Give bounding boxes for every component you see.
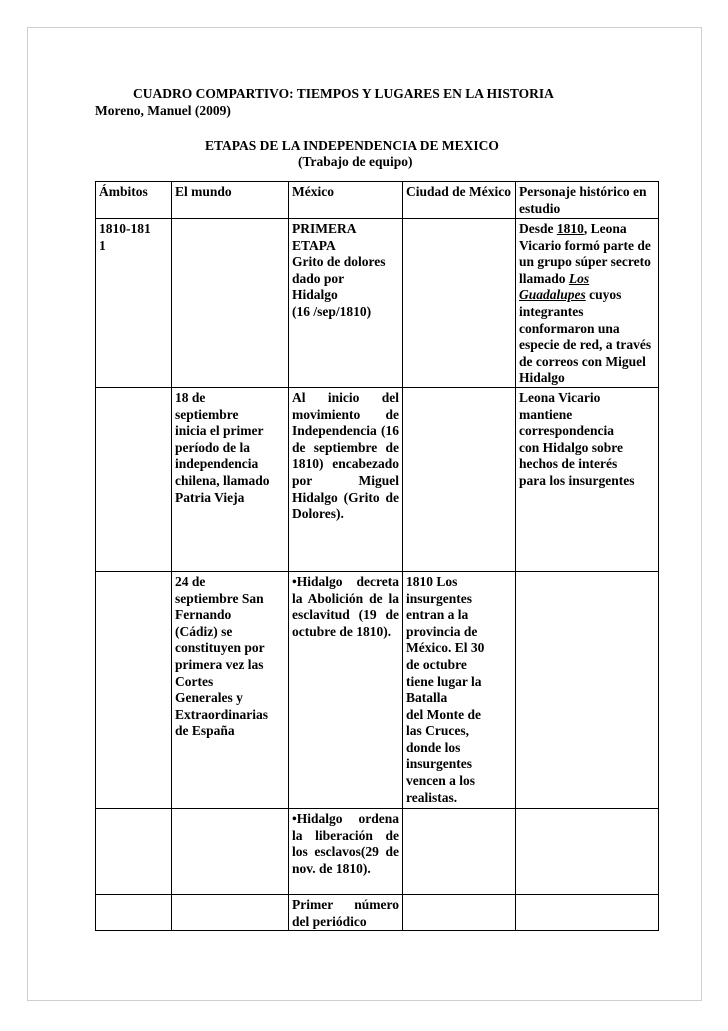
cell-personaje bbox=[516, 571, 659, 808]
table-header-row bbox=[96, 182, 659, 219]
cell-ambitos bbox=[96, 894, 172, 930]
cell-ciudad bbox=[403, 808, 516, 894]
personaje-group-name: Los Guadalupes bbox=[519, 270, 590, 303]
personaje-text-mid: , Leona Vicario formó parte de un grupo súper secreto llamado bbox=[519, 221, 651, 286]
cell-ambitos bbox=[96, 571, 172, 808]
cell-line: insurgentes bbox=[406, 756, 473, 772]
cell-line: 18 de bbox=[175, 389, 206, 405]
cell-line: 1810-181 bbox=[99, 221, 151, 236]
cell-line: independencia bbox=[175, 456, 259, 472]
cell-personaje bbox=[516, 219, 659, 388]
header-mexico: México bbox=[289, 182, 403, 219]
header-ambitos: Ámbitos bbox=[96, 182, 172, 219]
cell-line: tiene lugar la bbox=[406, 673, 482, 689]
cell-personaje bbox=[516, 387, 659, 571]
document-subtitle-note: (Trabajo de equipo) bbox=[298, 154, 413, 169]
cell-ambitos bbox=[96, 219, 172, 388]
cell-ambitos bbox=[96, 808, 172, 894]
cell-line: ETAPA bbox=[292, 237, 336, 253]
cell-ciudad bbox=[403, 387, 516, 571]
header-personaje: Personaje histórico en estudio bbox=[516, 182, 659, 219]
cell-mexico: •Hidalgo decreta la Abolición de la esclavitud (19 de octubre de 1810). bbox=[289, 571, 403, 808]
table-row bbox=[96, 387, 659, 571]
cell-line: Generales y bbox=[175, 690, 243, 706]
cell-line: vencen a los bbox=[406, 773, 475, 789]
cell-mundo bbox=[172, 387, 289, 571]
header-mundo: El mundo bbox=[172, 182, 289, 219]
cell-line: Grito de dolores bbox=[292, 254, 386, 270]
personaje-year: 1810 bbox=[556, 221, 584, 236]
cell-line: Fernando bbox=[175, 607, 232, 623]
cell-line: período de la bbox=[175, 439, 251, 455]
cell-line: primera vez las bbox=[175, 656, 264, 672]
cell-line: de España bbox=[175, 723, 235, 739]
cell-line: mantiene bbox=[519, 406, 573, 422]
cell-mundo bbox=[172, 808, 289, 894]
cell-line: PRIMERA bbox=[292, 221, 357, 236]
cell-ciudad bbox=[403, 219, 516, 388]
cell-mundo bbox=[172, 219, 289, 388]
cell-line: Leona Vicario bbox=[519, 389, 601, 405]
cell-mexico: Primer número del periódico bbox=[289, 894, 403, 930]
cell-ciudad bbox=[403, 894, 516, 930]
cell-personaje bbox=[516, 894, 659, 930]
cell-line: Cortes bbox=[175, 673, 214, 689]
table-row bbox=[96, 808, 659, 894]
cell-line: entran a la bbox=[406, 607, 469, 623]
cell-line: las Cruces, bbox=[406, 723, 469, 739]
cell-line: septiembre bbox=[175, 406, 239, 422]
cell-line: de octubre bbox=[406, 656, 467, 672]
cell-line: 24 de bbox=[175, 573, 206, 589]
personaje-text-prefix: Desde bbox=[519, 221, 557, 236]
document-author: Moreno, Manuel (2009) bbox=[95, 103, 231, 118]
cell-mundo bbox=[172, 894, 289, 930]
cell-line: inicia el primer bbox=[175, 423, 264, 439]
cell-personaje bbox=[516, 808, 659, 894]
table-row bbox=[96, 894, 659, 930]
cell-line: con Hidalgo sobre bbox=[519, 439, 624, 455]
cell-line: insurgentes bbox=[406, 590, 473, 606]
personaje-text-suffix: cuyos integrantes conformaron una especie de red, a través de correos con Miguel Hidalgo bbox=[519, 287, 652, 386]
cell-line: provincia de bbox=[406, 623, 478, 639]
cell-line: Extraordinarias bbox=[175, 706, 268, 722]
cell-mexico bbox=[289, 219, 403, 388]
cell-line: realistas. bbox=[406, 789, 458, 805]
cell-line: septiembre San bbox=[175, 590, 264, 606]
cell-mexico: Al inicio del movimiento de Independencia (16 de septiembre de 1810) encabezado por Miguel Hidalgo (Grito de Dolores). bbox=[289, 387, 403, 571]
cell-line: Hidalgo bbox=[292, 287, 338, 303]
document-subtitle: ETAPAS DE LA INDEPENDENCIA DE MEXICO bbox=[205, 138, 499, 153]
cell-line: (Cádiz) se bbox=[175, 623, 233, 639]
table-row bbox=[96, 219, 659, 388]
cell-line: dado por bbox=[292, 270, 345, 286]
cell-line: Batalla bbox=[406, 690, 448, 706]
cell-line: 1 bbox=[99, 237, 106, 253]
cell-line: 1810 Los bbox=[406, 573, 458, 589]
cell-line: donde los bbox=[406, 739, 461, 755]
document-title: CUADRO COMPARTIVO: TIEMPOS Y LUGARES EN LA HISTORIA bbox=[133, 86, 554, 101]
cell-ambitos bbox=[96, 387, 172, 571]
cell-line: chilena, llamado bbox=[175, 472, 270, 488]
cell-line: México. El 30 bbox=[406, 640, 485, 656]
cell-line: del Monte de bbox=[406, 706, 481, 722]
cell-line: constituyen por bbox=[175, 640, 265, 656]
cell-line: (16 /sep/1810) bbox=[292, 303, 372, 319]
cell-line: Patria Vieja bbox=[175, 489, 245, 505]
cell-mundo bbox=[172, 571, 289, 808]
cell-mexico: •Hidalgo ordena la liberación de los esclavos(29 de nov. de 1810). bbox=[289, 808, 403, 894]
cell-line: hechos de interés bbox=[519, 456, 618, 472]
cell-ciudad bbox=[403, 571, 516, 808]
table-row bbox=[96, 571, 659, 808]
header-ciudad: Ciudad de México bbox=[403, 182, 516, 219]
comparison-table bbox=[95, 181, 659, 931]
cell-line: correspondencia bbox=[519, 423, 614, 439]
cell-line: para los insurgentes bbox=[519, 472, 635, 488]
